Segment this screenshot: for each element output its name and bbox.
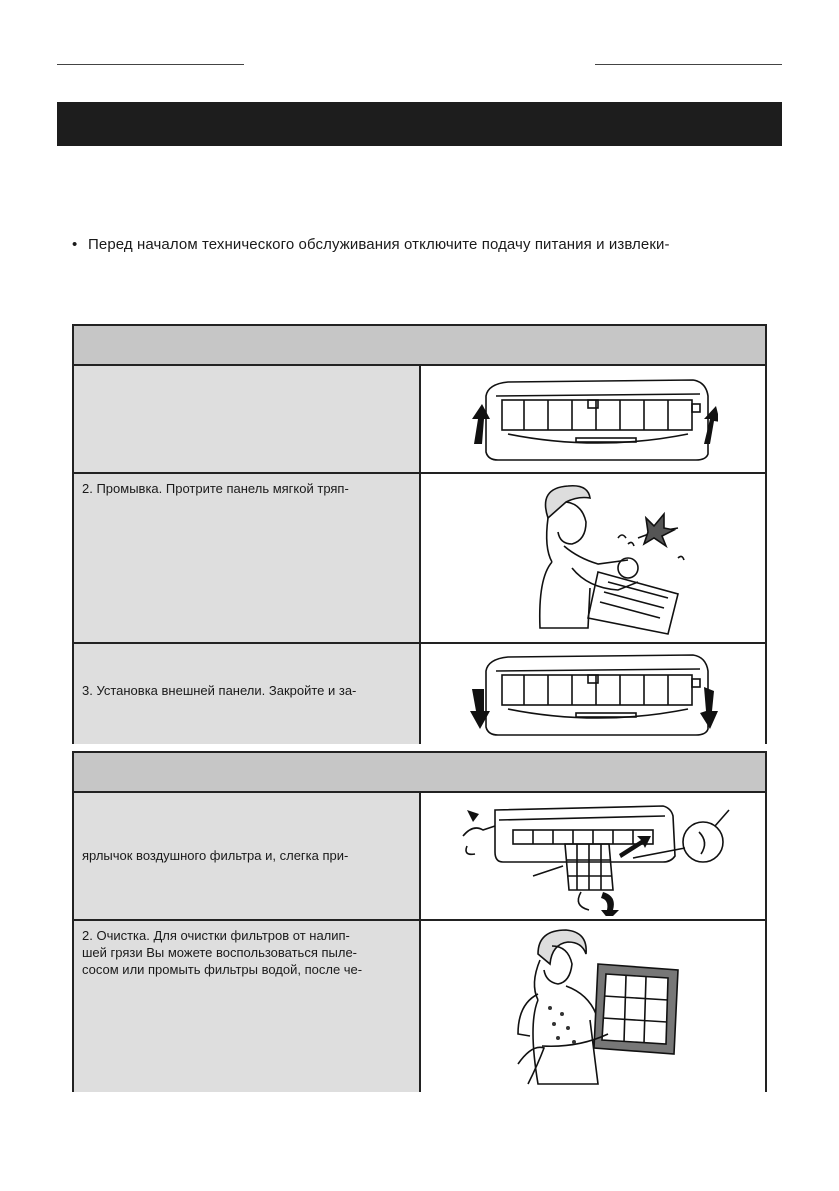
filter-cleaning-table: [72, 751, 767, 1092]
table-row: [74, 921, 765, 1092]
filter-step-2-text: 2. Очистка. Для очистки фильтров от налип- шей грязи Вы можете воспользоваться пыле- сосом или промыть фильтры водой, после че-: [74, 921, 421, 1092]
illustration-cell: [421, 366, 765, 472]
header-rule-left: [57, 64, 244, 65]
step-1-text: [74, 366, 421, 472]
filter-removal-icon: [453, 796, 733, 916]
header-rule-right: [595, 64, 782, 65]
illustration-cell: [421, 921, 765, 1092]
step-2-text: 2. Промывка. Протрите панель мягкой тряп-: [74, 474, 421, 642]
table-row: [74, 644, 765, 744]
illustration-cell: [421, 644, 765, 744]
bullet: •: [72, 236, 78, 253]
table-row: [74, 793, 765, 921]
washing-person-icon: [478, 478, 708, 638]
ac-panel-close-icon: [468, 649, 718, 739]
panel-table-header: [74, 326, 765, 366]
intro-paragraph: [72, 236, 670, 253]
intro-text: Перед началом технического обслуживания отключите подачу питания и извлеки-: [88, 236, 670, 253]
illustration-cell: [421, 474, 765, 642]
panel-cleaning-table: [72, 324, 767, 744]
table-row: [74, 366, 765, 474]
filter-step-1-text: ярлычок воздушного фильтра и, слегка при-: [74, 793, 421, 919]
ac-panel-open-icon: [468, 374, 718, 464]
step-3-text: 3. Установка внешней панели. Закройте и за-: [74, 644, 421, 744]
filter-table-header: [74, 753, 765, 793]
vacuum-cleaning-icon: [478, 924, 708, 1089]
section-title-banner: [57, 102, 782, 146]
illustration-cell: [421, 793, 765, 919]
table-row: [74, 474, 765, 644]
